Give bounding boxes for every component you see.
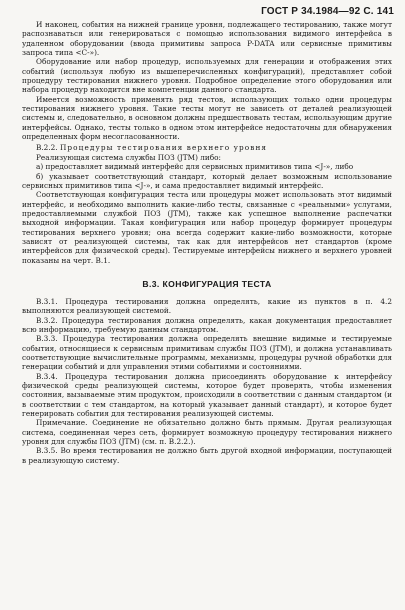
section-b22-intro: Реализующая система службы ПОЗ (JTM) либо: bbox=[36, 152, 221, 162]
section-b22-heading bbox=[22, 143, 392, 152]
section-b22-title: Процедуры тестирования верхнего уровня bbox=[59, 143, 268, 153]
clause-note: Примечание. Соединение не обязательно должно быть прямым. Другая реализующая система, соединенная через сеть, формирует возможную процедуру тестирования нижнего уровня для службы ПОЗ (JTM) (см. п. В.2.2.). bbox=[22, 418, 392, 447]
clause-b32: В.3.2. Процедура тестирования должна определять, какая документация предоставляет всю информацию, требуемую данным стандартом. bbox=[22, 315, 392, 334]
section-b22-item-b: б) указывает соответствующий стандарт, который делает возможным использование сервисных примитивов типа <J-», и сама предоставляет видимый интерфейс. bbox=[22, 171, 392, 190]
clause-b34: В.3.4. Процедура тестирования должна присоединять оборудование к интерфейсу физической среды реализующей системы, которое будет проверять, чтобы изменения состояния, вызываемые этим продуктом, происходили в соответствии с данным стандартом (и в соответствии с тем стандартом, на который указывает данный стандарт), и которое будет генерировать события для тестирования реализующей системы. bbox=[22, 371, 392, 419]
paragraph-test-configuration: Соответствующая конфигурация теста или процедуры может использовать этот видимый интерфейс, и необходимо выполнить какие-либо тесты, связанные с «реальными» услугами, предоставляемыми службой ПОЗ (JTM), также как успешное выполнение распечатки выходной информации. Такая конфигурация или набор процедур формирует процедуры тестирования верхнего уровня; она всегда содержит какие-либо возможности, которые зависят от реализующей системы, так как для интерфейсов нет стандартов (кроме интерфейсов для физической среды). Тестируемые интерфейсы нижнего и верхнего уровней показаны на черт. В.1. bbox=[22, 190, 392, 265]
section-b3-title: В.3. КОНФИГУРАЦИЯ ТЕСТА bbox=[142, 278, 272, 289]
paragraph-lower-tests-only: Имеется возможность применять ряд тестов, использующих только одни процедуры тестирования нижнего уровня. Такие тесты могут не зависеть от деталей реализующей системы и, следовательно, в основном должны предшествовать тестам, использующим другие интерфейсы. Однако, тесты только в одном этом интерфейсе недостаточны для обнаружения определенных форм несогласованности. bbox=[22, 94, 392, 142]
section-b22-number: В.2.2. bbox=[36, 143, 58, 153]
paragraph-lower-test-equipment: Оборудование или набор процедур, используемых для генерации и отображения этих событий (используя любую из вышеперечисленных конфигураций), представляет собой процедуру тестирования нижнего уровня. Подробное определение этого оборудования или набора процедур находится вне компетенции данного стандарта. bbox=[22, 57, 392, 95]
paragraph-lower-boundary-events: И наконец, события на нижней границе уровня, подлежащего тестированию, также могут распознаваться или генерироваться с помощью использования видимого интерфейса в удаленном оборудовании (ввода примитивы запроса P-DATA или сервисные примитивы запроса типа <С-»). bbox=[22, 20, 392, 58]
page-body bbox=[22, 20, 392, 465]
clause-b33: В.3.3. Процедура тестирования должна определять внешние видимые и тестируемые события, относящиеся к сервисным примитивам службы ПОЗ (JTM), и должна устанавливать соответствующие вычислительные программы, механизмы, процедуры ручной обработки для генерации событий и для управления этими событиями и состояниями. bbox=[22, 334, 392, 372]
section-b22-item-a: а) предоставляет видимый интерфейс для сервисных примитивов типа <J-», либо bbox=[36, 162, 354, 172]
clause-b31: В.3.1. Процедура тестирования должна определять, какие из пунктов в п. 4.2 выполняются реализующей системой. bbox=[22, 296, 392, 316]
clause-b35: В.3.5. Во время тестирования не должно быть другой входной информации, поступающей в реализующую систему. bbox=[22, 446, 392, 465]
page-header: ГОСТ Р 34.1984—92 С. 141 bbox=[261, 6, 394, 17]
